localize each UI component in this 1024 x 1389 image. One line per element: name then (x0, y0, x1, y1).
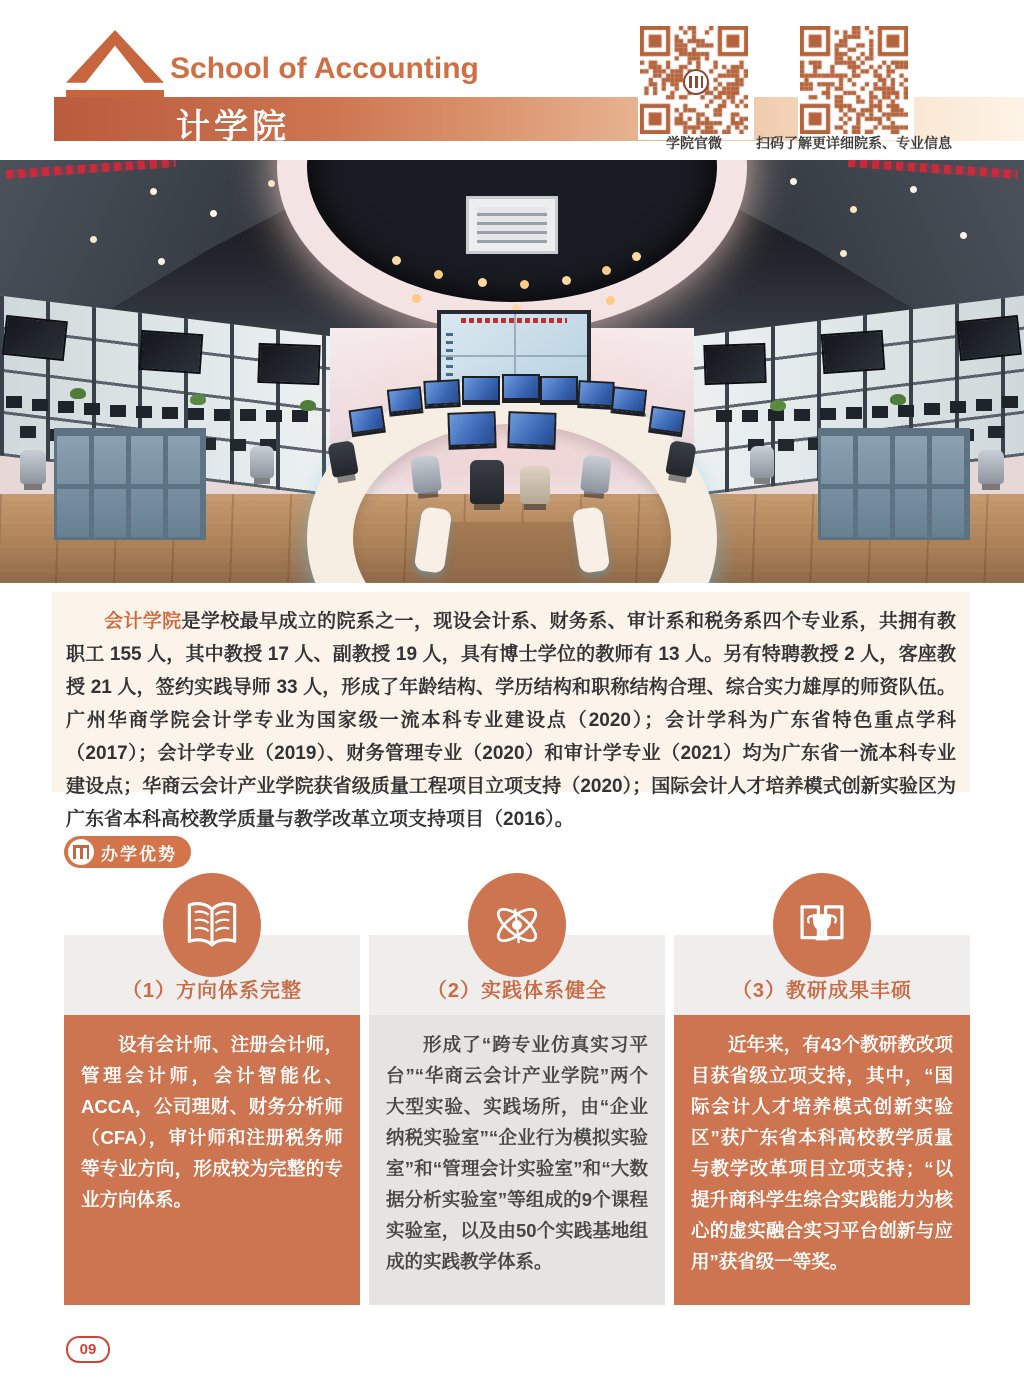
monitor (462, 376, 500, 402)
advantage-card-3 (674, 935, 970, 1305)
monitor (611, 386, 647, 413)
page-title-english: School of Accounting (170, 52, 479, 85)
advantage-card-2 (369, 935, 665, 1305)
monitor (577, 380, 614, 407)
card-body: 近年来，有43个教研教改项目获省级立项支持，其中，“国际会计人才培养模式创新实验区”获广东省本科高校教学质量与教学改革项目立项支持；“以提升商科学生综合实践能力为核心的虚实融合实习平台创新与应用”获省级一等奖。 (674, 1015, 970, 1305)
section-badge (64, 836, 191, 868)
office-chair (978, 450, 1004, 484)
monitor (423, 379, 460, 406)
intro-highlight: 会计学院 (104, 611, 182, 632)
section-badge-label: 办学优势 (101, 844, 177, 864)
computer-rows-right (1002, 396, 1018, 408)
office-chair (750, 446, 774, 478)
wall-tv (956, 315, 1022, 361)
atom-icon (468, 873, 566, 977)
page-number-badge: 09 (66, 1336, 110, 1363)
lab-photo (0, 160, 1024, 583)
intro-paragraph: 会计学院是学校最早成立的院系之一，现设会计系、财务系、审计系和税务系四个专业系，共拥有教职工 155 人，其中教授 17 人、副教授 19 人，具有博士学位的教师有 13 人。另有特聘教授 2 人，客座教授 21 人，签约实践导师 33 人，形成了年龄结构、学历结构和职称结构合理、综合实力雄厚的师资队伍。广州华商学院会计学专业为国家级一流本科专业建设点（2020）；会计学科为广东省特色重点学科（2017）；会计学专业（2019）、财务管理专业（2020）和审计学专业（2021）均为广东省一流本科专业建设点；华商云会计产业学院获省级质量工程项目立项支持（2020）；国际会计人才培养模式创新实验区为广东省本科高校教学质量与教学改革立项支持项目（2016）。 (66, 611, 956, 830)
card-title: （1）方向体系完整 (121, 980, 303, 1002)
wall-tv (257, 343, 320, 385)
office-chair (250, 446, 274, 478)
card-body: 设有会计师、注册会计师，管理会计师，会计智能化、ACCA，公司理财、财务分析师（CFA），审计师和注册税务师等专业方向，形成较为完整的专业方向体系。 (64, 1015, 360, 1305)
card-header (674, 935, 970, 1015)
open-book-icon (163, 873, 261, 977)
monitor (648, 406, 685, 434)
desk-opening (442, 522, 582, 583)
pendant-lights (392, 256, 401, 265)
office-chair (470, 460, 504, 504)
monitor (447, 411, 496, 447)
qr-code-image (800, 26, 908, 134)
qr-label-info: 扫码了解更详细院系、专业信息 (756, 135, 952, 151)
monitor (502, 374, 540, 400)
monitor (387, 386, 423, 413)
intro-block (52, 592, 970, 830)
cubby-shelf-right (818, 428, 970, 540)
qr-center-logo-icon (683, 69, 709, 95)
computer-rows-left (6, 396, 22, 408)
air-vent (466, 196, 558, 254)
qr-code-info (798, 24, 914, 140)
card-body: 形成了“跨专业仿真实习平台”“华商云会计产业学院”两个大型实验、实践场所，由“企业纳税实验室”“企业行为模拟实验室”和“管理会计实验室”和“大数据分析实验室”等组成的9个课程实验室，以及由50个实践基地组成的实践教学体系。 (369, 1015, 665, 1305)
monitor (540, 376, 578, 402)
card-header (369, 935, 665, 1015)
wall-tv (2, 315, 68, 361)
trophy-book-icon (773, 873, 871, 977)
badge-logo-icon (68, 839, 94, 865)
office-chair (20, 450, 46, 484)
office-chair (410, 455, 442, 494)
qr-label-wechat: 学院官微 (666, 135, 722, 151)
qr-code-wechat (638, 24, 754, 140)
office-chair (520, 466, 550, 504)
monitor (507, 411, 556, 447)
card-title: （3）教研成果丰硕 (731, 980, 913, 1002)
office-chair (580, 455, 612, 494)
wall-tv (821, 330, 886, 374)
ceiling-downlights (150, 188, 157, 195)
monitor (348, 406, 385, 434)
wall-tv (703, 343, 766, 385)
advantage-card-1 (64, 935, 360, 1305)
page-title-chinese: 计学院 (176, 108, 290, 146)
office-chair (327, 440, 359, 478)
card-title: （2）实践体系健全 (426, 980, 608, 1002)
card-header (64, 935, 360, 1015)
plants (70, 388, 86, 399)
cubby-shelf-left (54, 428, 206, 540)
wall-tv (139, 330, 204, 374)
